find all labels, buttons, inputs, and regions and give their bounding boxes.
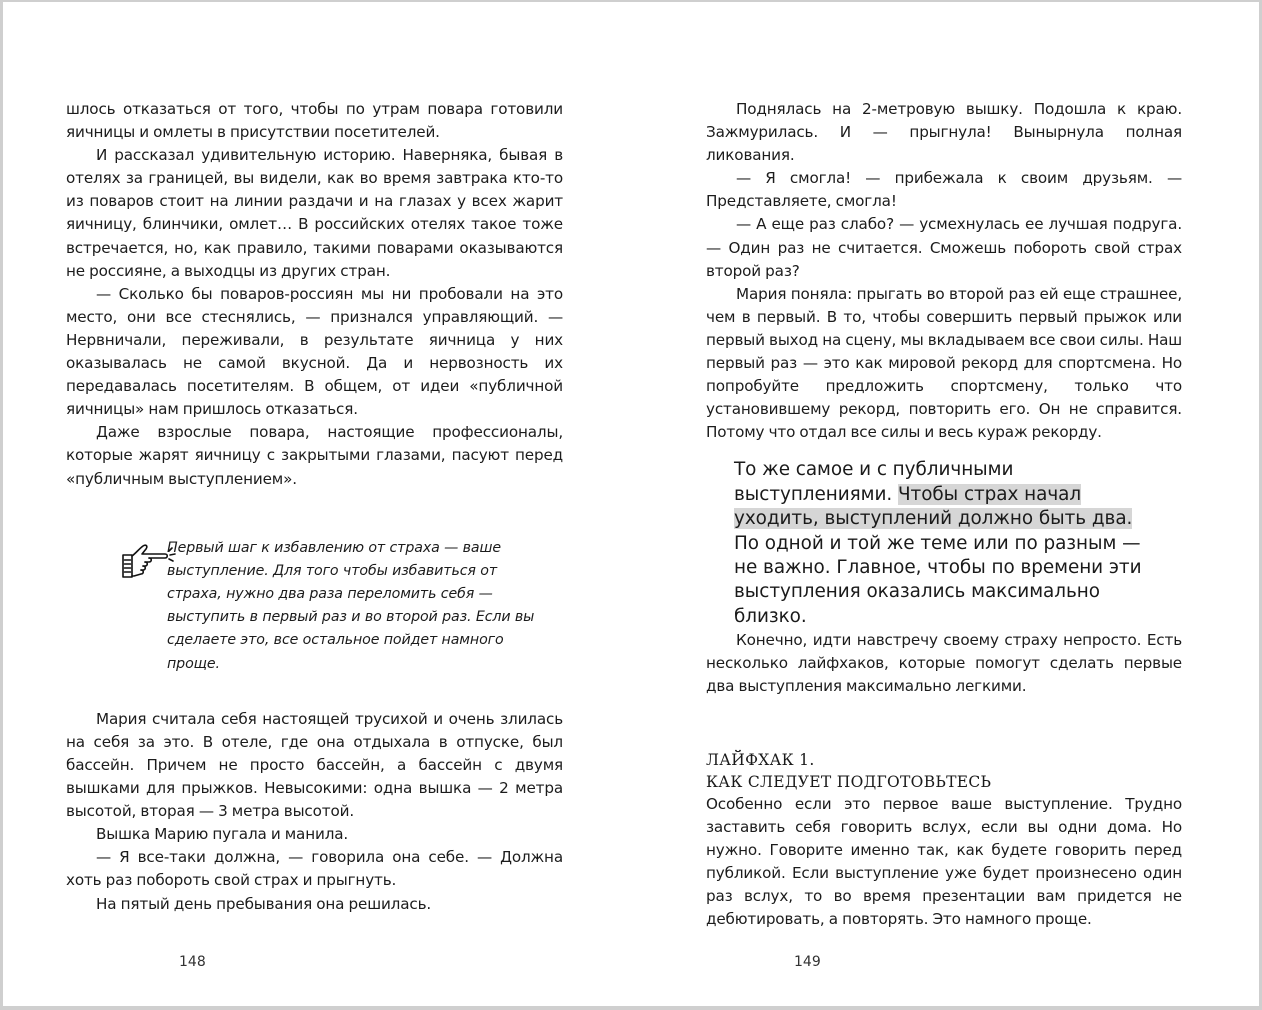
pull-quote — [734, 458, 1154, 629]
left-text-column — [66, 98, 563, 916]
left-story-block — [66, 708, 563, 916]
pointing-hand-icon — [121, 543, 179, 583]
section-heading-line: ЛАЙФХАК 1. — [706, 750, 815, 769]
paragraph: — А еще раз слабо? — усмехнулась ее лучшая подруга. — Один раз не считается. Сможешь побороть свой страх второй раз? — [706, 215, 1182, 280]
callout-text: Первый шаг к избавлению от страха — ваше выступление. Для того чтобы избавиться от страха, нужно два раза переломить себя — выступить в первый раз и во второй раз. Если вы сделаете это, все остальное пойдет намного проще. — [167, 539, 535, 672]
paragraph: Особенно если это первое ваше выступление. Трудно заставить себя говорить вслух, если вы одни дома. Но нужно. Говорите именно так, как будете говорить перед публикой. Если выступление уже будет произнесено один раз вслух, то во время презентации вам придется не дебютировать, а повторять. Это намного проще. — [706, 794, 1182, 928]
paragraph: Поднялась на 2-метровую вышку. Подошла к краю. Зажмурилась. И — прыгнула! Вынырнула полная ликования. — [706, 100, 1182, 165]
paragraph: — Сколько бы поваров-россиян мы ни пробовали на это место, они все стеснялись, — признался управляющий. — Нервничали, переживали, в результате яичница у них оказывалась не самой вкусной. Да и нервозность их передавалась посетителям. В общем, от идеи «публичной яичницы» нам пришлось отказаться. — [66, 284, 563, 419]
paragraph: Конечно, идти навстречу своему страху непросто. Есть несколько лайфхаков, которые помогут сделать первые два выступления максимально легкими. — [706, 631, 1182, 696]
highlighted-text: Чтобы страх начал уходить, выступлений должно быть два. — [734, 483, 1133, 530]
paragraph: Даже взрослые повара, настоящие профессионалы, которые жарят яичницу с закрытыми глазами, пасуют перед «публичным выступлением». — [66, 423, 563, 488]
paragraph: Мария поняла: прыгать во второй раз ей еще страшнее, чем в первый. В то, чтобы совершить первый прыжок или первый выход на сцену, мы вкладываем все свои силы. Наш первый раз — это как мировой рекорд для спортсмена. Но попробуйте предложить спортсмену, только что установившему рекорд, повторить его. Он не справится. Потому что отдал все силы и весь кураж рекорду. — [706, 284, 1182, 442]
right-text-column — [706, 98, 1182, 931]
quote-text: По одной и той же теме или по разным — не важно. Главное, чтобы по времени эти выступления оказались максимально близко. — [734, 532, 1142, 627]
paragraph: Вышка Марию пугала и манила. — [96, 825, 349, 844]
section-heading-line: КАК СЛЕДУЕТ ПОДГОТОВЬТЕСЬ — [706, 772, 992, 791]
section-heading — [706, 749, 1182, 793]
paragraph: На пятый день пребывания она решилась. — [96, 894, 432, 913]
paragraph: Мария считала себя настоящей трусихой и очень злилась на себя за это. В отеле, где она отдыхала в отпуске, был бассейн. Причем не просто бассейн, а бассейн с двумя вышками для прыжков. Невысокими: одна вышка — 2 метра высотой, вторая — 3 метра высотой. — [66, 709, 563, 821]
paragraph: И рассказал удивительную историю. Наверняка, бывая в отелях за границей, вы видели, как во время завтрака кто-то из поваров стоит на линии раздачи и на глазах у всех жарит яичницу, блинчики, омлет… В российских отелях такое тоже встречается, но, как правило, такими поварами оказываются не россияне, а выходцы из других стран. — [66, 146, 563, 280]
paragraph: шлось отказаться от того, чтобы по утрам повара готовили яичницы и омлеты в присутствии посетителей. — [66, 100, 563, 142]
tip-callout — [66, 537, 563, 676]
paragraph: — Я смогла! — прибежала к своим друзьям. — Представляете, смогла! — [706, 169, 1182, 211]
page-number: 149 — [794, 954, 821, 970]
quote-text: То же самое и с публичными выступлениями. — [734, 459, 1014, 505]
paragraph: — Я все-таки должна, — говорила она себе. — Должна хоть раз побороть свой страх и прыгнуть. — [66, 848, 563, 890]
page-number: 148 — [179, 954, 206, 970]
